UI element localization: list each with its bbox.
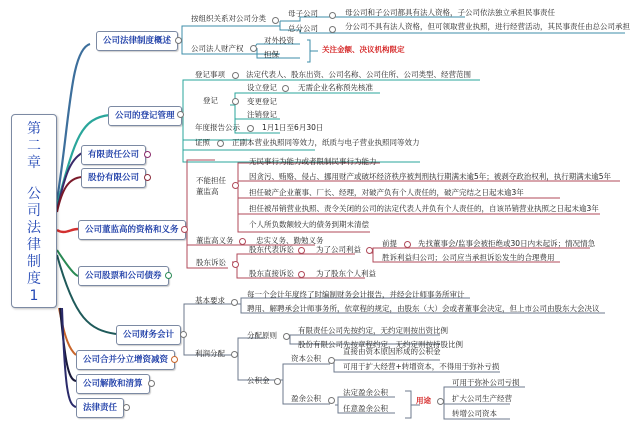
collapse-toggle-icon[interactable] [175, 37, 182, 44]
node-change-registration[interactable]: 变更登记 [247, 97, 277, 106]
root-line: 章 [27, 155, 41, 171]
root-line: 制 [27, 254, 41, 270]
node-reserve-fund[interactable]: 公积金 [247, 376, 270, 385]
root-line: 1 [29, 288, 39, 304]
node-establish-desc[interactable]: 无需企业名称预先核准 [298, 83, 373, 92]
node-ineligible-1[interactable]: 不能担任 [196, 176, 226, 185]
node-surplus-reserve[interactable]: 盈余公积 [291, 394, 321, 403]
node-capital-reserve[interactable]: 资本公积 [291, 354, 321, 363]
collapse-toggle-icon[interactable] [329, 12, 336, 19]
node-shareholder-interest[interactable]: 为了股东个人利益 [316, 269, 376, 278]
root-line: 法 [27, 220, 41, 236]
collapse-toggle-icon[interactable] [144, 174, 151, 181]
node-license-desc[interactable]: 正副本营业执照同等效力，纸质与电子营业执照同等效力 [232, 138, 420, 147]
basic-item[interactable]: 每一个会计年度终了时编制财务会计报告，并经会计师事务所审计 [247, 290, 465, 299]
collapse-toggle-icon[interactable] [239, 238, 246, 245]
branch-llc[interactable]: 有限责任公司 [81, 145, 146, 165]
branch-dissolution[interactable]: 公司解散和清算 [76, 374, 150, 394]
node-basic-requirements[interactable]: 基本要求 [195, 296, 225, 305]
collapse-toggle-icon[interactable] [366, 247, 373, 254]
node-derivative-suit[interactable]: 股东代表诉讼 [249, 245, 294, 254]
branch-jsc[interactable]: 股份有限公司 [81, 168, 146, 188]
node-win-result[interactable]: 胜诉利益归公司；公司应当承担诉讼发生的合理费用 [382, 253, 555, 262]
collapse-toggle-icon[interactable] [232, 261, 239, 268]
collapse-toggle-icon[interactable] [148, 380, 155, 387]
root-line: 度 [27, 271, 41, 287]
collapse-toggle-icon[interactable] [328, 397, 335, 404]
node-registration[interactable]: 登记 [203, 96, 218, 105]
branch-registration[interactable]: 公司的登记管理 [108, 106, 182, 126]
node-classification[interactable]: 按组织关系对公司分类 [191, 14, 266, 23]
branch-merger[interactable]: 公司合并分立增资减资 [76, 350, 175, 370]
root-line: 第 [27, 121, 41, 137]
root-line [12, 172, 56, 186]
node-shareholder-litigation[interactable]: 股东诉讼 [196, 258, 226, 267]
collapse-toggle-icon[interactable] [328, 357, 335, 364]
node-establish-registration[interactable]: 设立登记 [247, 83, 277, 92]
branch-liability[interactable]: 法律责任 [76, 398, 124, 418]
node-registration-matters[interactable]: 登记事项 [195, 70, 225, 79]
ineligible-item[interactable]: 担任被吊销营业执照、责令关闭的公司的法定代表人并负有个人责任的，自该吊销营业执照之日起未逾3年 [249, 204, 599, 213]
root-node-chapter-title[interactable] [11, 114, 57, 308]
collapse-toggle-icon[interactable] [283, 333, 290, 340]
node-discretionary-surplus[interactable]: 任意盈余公积 [343, 404, 388, 413]
collapse-toggle-icon[interactable] [250, 45, 257, 52]
root-line: 公 [27, 186, 41, 202]
collapse-toggle-icon[interactable] [123, 404, 130, 411]
collapse-toggle-icon[interactable] [274, 378, 281, 385]
node-parent-sub[interactable]: 母子公司 [288, 9, 318, 18]
node-head-branch[interactable]: 总分公司 [288, 24, 318, 33]
collapse-toggle-icon[interactable] [177, 111, 184, 118]
usage-item[interactable]: 可用于弥补公司亏损 [452, 378, 520, 387]
node-property-rights[interactable]: 公司法人财产权 [191, 44, 244, 53]
collapse-toggle-icon[interactable] [171, 356, 178, 363]
collapse-toggle-icon[interactable] [181, 226, 188, 233]
node-external-investment[interactable]: 对外投资 [264, 36, 294, 45]
ineligible-item[interactable]: 无民事行为能力或者限制民事行为能力 [249, 157, 377, 166]
branch-overview[interactable]: 公司法律制度概述 [96, 31, 178, 51]
ineligible-item[interactable]: 个人所负数额较大的债务到期未清偿 [249, 220, 369, 229]
ineligible-item[interactable]: 担任破产企业董事、厂长、经理，对破产负有个人责任的，破产完结之日起未逾3年 [249, 188, 524, 197]
node-direct-suit[interactable]: 股东直接诉讼 [249, 269, 294, 278]
collapse-toggle-icon[interactable] [272, 17, 279, 24]
node-distribution-principle[interactable]: 分配原则 [247, 331, 277, 340]
collapse-toggle-icon[interactable] [144, 151, 151, 158]
branch-stocks-bonds[interactable]: 公司股票和公司债券 [78, 266, 169, 286]
collapse-toggle-icon[interactable] [404, 241, 411, 248]
node-usage[interactable]: 用途 [416, 396, 431, 405]
root-line: 司 [27, 203, 41, 219]
note-amount-limit: 关注金额、决议机构限定 [322, 45, 405, 54]
collapse-toggle-icon[interactable] [329, 26, 336, 33]
usage-item[interactable]: 转增公司资本 [452, 409, 497, 418]
collapse-toggle-icon[interactable] [232, 72, 239, 79]
collapse-toggle-icon[interactable] [232, 182, 239, 189]
node-ineligible-2[interactable]: 董监高 [196, 187, 219, 196]
capital-reserve-item[interactable]: 直接由资本原因形成的公积金 [343, 347, 441, 356]
collapse-toggle-icon[interactable] [231, 351, 238, 358]
root-line: 律 [27, 237, 41, 253]
branch-accounting[interactable]: 公司财务会计 [116, 325, 181, 345]
ineligible-item[interactable]: 因贪污、贿赂、侵占、挪用财产或破坏经济秩序被判刑执行期满未逾5年；被剥夺政治权利，执行期满未逾5年 [249, 172, 612, 181]
node-profit-distribution[interactable]: 利润分配 [195, 349, 225, 358]
collapse-toggle-icon[interactable] [298, 247, 305, 254]
node-parent-sub-desc[interactable]: 母公司和子公司都具有法人资格，子公司依法独立承担民事责任 [345, 8, 555, 17]
node-precondition-desc[interactable]: 先找董事会/监事会被拒绝或30日内未起诉；情况情急 [418, 239, 596, 248]
node-precondition[interactable]: 前提 [382, 239, 397, 248]
principle-item[interactable]: 股份有限公司先按章程约定，无约定则按持股比例 [298, 340, 463, 349]
collapse-toggle-icon[interactable] [165, 272, 172, 279]
node-statutory-surplus[interactable]: 法定盈余公积 [343, 388, 388, 397]
node-guarantee[interactable]: 担保 [264, 50, 279, 59]
basic-item[interactable]: 聘用、解聘承会计师事务所，依章程的规定，由股东（大）会或者董事会决定，但上市公司由股东大会决议 [247, 304, 600, 313]
usage-item[interactable]: 扩大公司生产经营 [452, 394, 512, 403]
collapse-toggle-icon[interactable] [231, 299, 238, 306]
node-registration-matters-desc[interactable]: 法定代表人、股东出资、公司名称、公司住所、公司类型、经营范围 [246, 70, 471, 79]
collapse-toggle-icon[interactable] [217, 140, 224, 147]
node-annual-report[interactable]: 年度报告公示 [195, 123, 240, 132]
capital-reserve-item[interactable]: 可用于扩大经营+转增资本，不得用于弥补亏损 [343, 362, 500, 371]
collapse-toggle-icon[interactable] [232, 98, 239, 105]
collapse-toggle-icon[interactable] [282, 85, 289, 92]
collapse-toggle-icon[interactable] [437, 398, 444, 405]
node-cancel-registration[interactable]: 注销登记 [247, 110, 277, 119]
node-company-interest[interactable]: 为了公司利益 [316, 245, 361, 254]
root-line: 二 [27, 138, 41, 154]
collapse-toggle-icon[interactable] [298, 271, 305, 278]
collapse-toggle-icon[interactable] [247, 125, 254, 132]
node-annual-report-desc[interactable]: 1月1日至6月30日 [262, 123, 324, 132]
branch-directors[interactable]: 公司董监高的资格和义务 [78, 220, 186, 240]
node-license[interactable]: 证照 [195, 138, 210, 147]
collapse-toggle-icon[interactable] [180, 331, 187, 338]
node-duties-desc[interactable]: 忠实义务、勤勉义务 [256, 236, 324, 245]
node-head-branch-desc[interactable]: 分公司不具有法人资格，但可领取营业执照，进行经营活动，其民事责任由总公司承担 [345, 22, 630, 31]
principle-item[interactable]: 有限责任公司先按约定，无约定则按出资比例 [298, 326, 448, 335]
node-duties[interactable]: 董监高义务 [196, 236, 234, 245]
